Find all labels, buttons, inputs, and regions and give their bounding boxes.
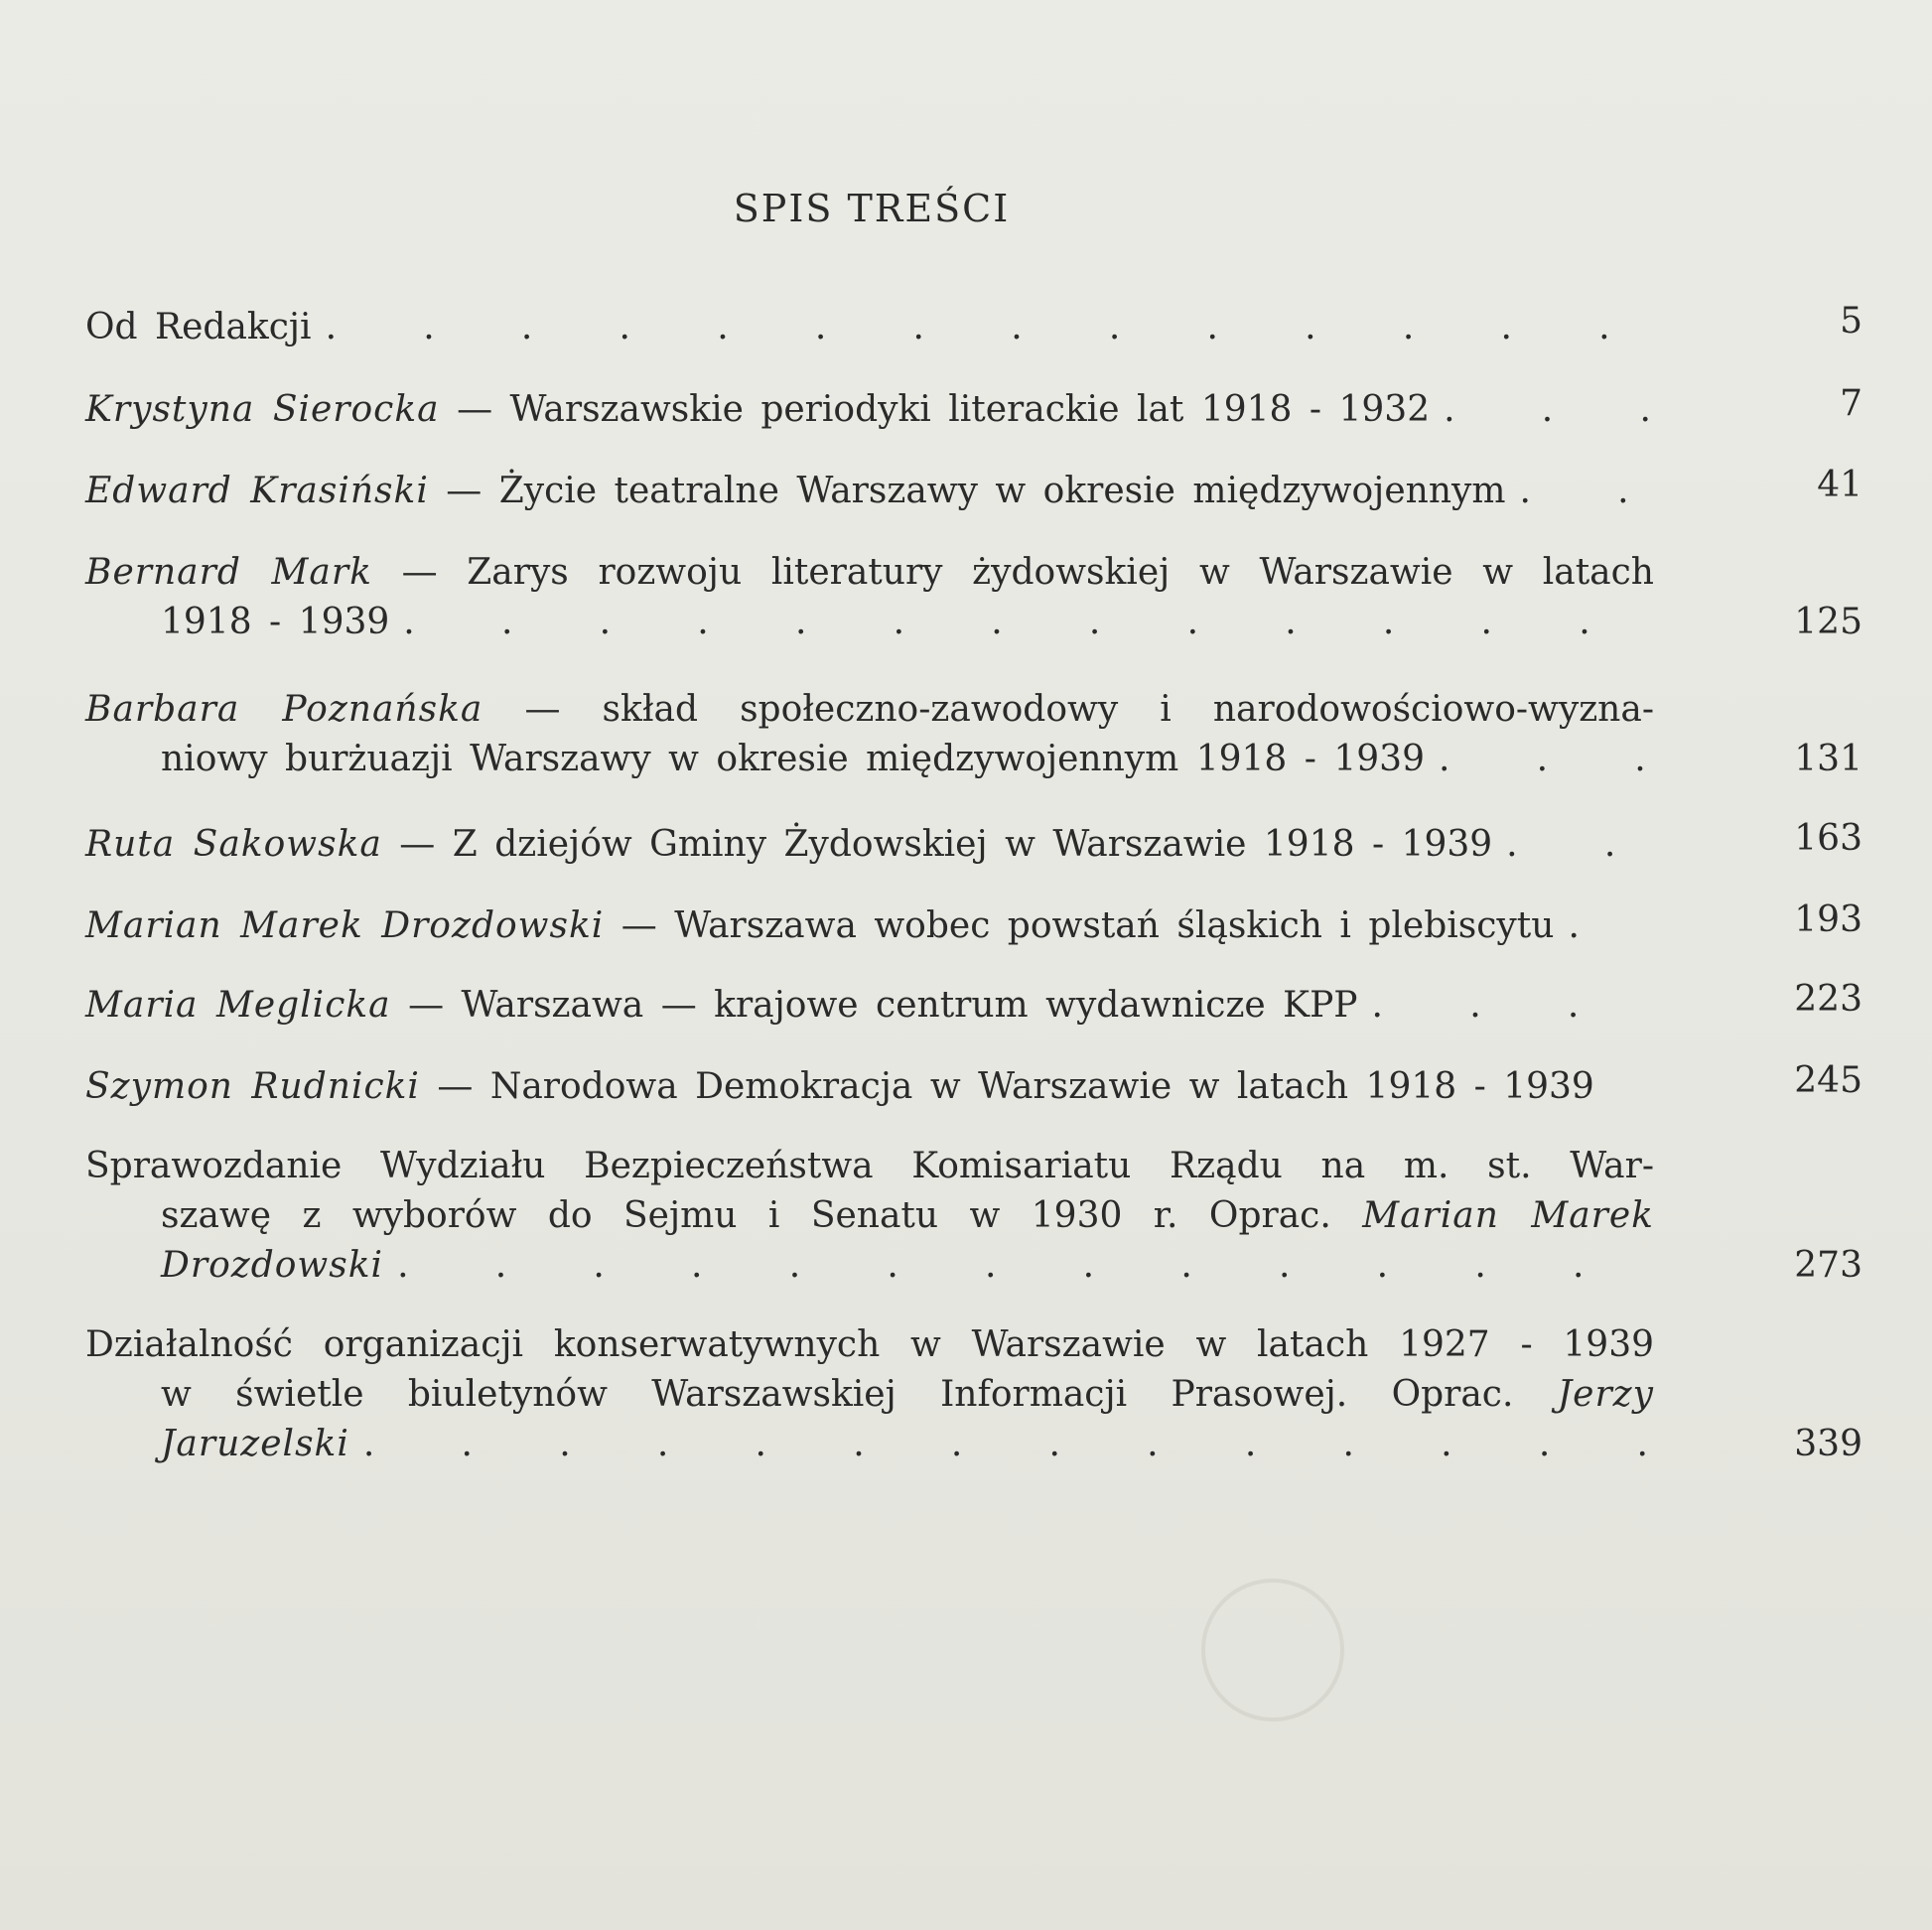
toc-entry-text: [85, 1320, 1654, 1370]
page-title: SPIS TREŚCI: [733, 187, 1011, 230]
toc-entry-text: [161, 1370, 1654, 1420]
toc-entry-title: — Narodowa Demokracja w Warszawie w latach 1918 - 1939: [437, 1066, 1594, 1107]
toc-entry-title: — Warszawskie periodyki literackie lat 1918 - 1932: [457, 389, 1431, 430]
toc-entry-text: [85, 685, 1654, 735]
toc-page-number: 41: [1817, 465, 1863, 505]
toc-entry-line: [85, 820, 1654, 870]
toc-entry-text: [85, 548, 1654, 598]
toc-entry-line: [85, 1420, 1654, 1469]
toc-entry-line: [85, 1062, 1654, 1112]
toc-entry-author: Bernard Mark: [85, 552, 372, 593]
toc-entry-editor: Jerzy: [1557, 1374, 1654, 1415]
toc-entry-line: [85, 548, 1654, 598]
toc-page-number: 5: [1840, 301, 1863, 342]
toc-entry-title: Od Redakcji: [85, 307, 312, 347]
toc-entry-text: [85, 385, 1430, 435]
toc-entry: [85, 303, 1872, 352]
toc-entry-title: — Zarys rozwoju literatury żydowskiej w Warszawie w latach: [401, 552, 1654, 593]
toc-page-number: 193: [1794, 899, 1863, 940]
toc-entry-title: niowy burżuazji Warszawy w okresie międzywojennym 1918 - 1939: [161, 739, 1425, 779]
toc-entry-line: [85, 1320, 1654, 1370]
toc-entry-line: [85, 598, 1654, 647]
dot-leader: [363, 1420, 1654, 1469]
toc-entry-text: [85, 1142, 1654, 1191]
toc-page-number: 339: [1794, 1424, 1863, 1464]
toc-entry: [85, 685, 1872, 784]
toc-page-number: 131: [1794, 739, 1863, 779]
toc-entry-text: [161, 1241, 383, 1291]
toc-entry-line: [85, 1370, 1654, 1420]
toc-page-number: 7: [1840, 383, 1863, 424]
toc-entry-line: [85, 685, 1654, 735]
toc-entry-author: Barbara Poznańska: [85, 689, 483, 730]
toc-entry-text: [85, 901, 1554, 951]
toc-entry-title: Sprawozdanie Wydziału Bezpieczeństwa Komisariatu Rządu na m. st. War-: [85, 1146, 1654, 1186]
toc-entry-editor: Marian Marek: [1362, 1195, 1654, 1236]
dot-leader: [326, 303, 1654, 352]
toc-entry: [85, 1142, 1872, 1291]
toc-entry-text: [85, 303, 312, 352]
toc-entry-title: — Warszawa wobec powstań śląskich i plebiscytu: [621, 905, 1555, 946]
toc-entry: [85, 385, 1872, 435]
toc-entry-title: Działalność organizacji konserwatywnych w Warszawie w latach 1927 - 1939: [85, 1324, 1654, 1365]
toc-entry-title: — Warszawa — krajowe centrum wydawnicze KPP: [408, 985, 1358, 1026]
toc-entry-line: [85, 303, 1654, 352]
toc-entry-text: [161, 598, 389, 647]
toc-entry-line: [85, 467, 1654, 516]
toc-page-number: 163: [1794, 818, 1863, 859]
toc-entry-text: [161, 1191, 1654, 1241]
toc-entry-text: [161, 735, 1425, 784]
dot-leader: [1568, 901, 1654, 951]
toc-page-number: 223: [1794, 979, 1863, 1020]
toc-entry-author: Szymon Rudnicki: [85, 1066, 420, 1107]
toc-entry-line: [85, 385, 1654, 435]
toc-entry-text: [85, 467, 1505, 516]
toc-page-number: 245: [1794, 1060, 1863, 1101]
dot-leader: [1439, 735, 1654, 784]
toc-entry-text: [85, 1062, 1594, 1112]
dot-leader: [1372, 981, 1654, 1031]
toc-entry-title: 1918 - 1939: [161, 602, 390, 642]
toc-entry-author: Maria Meglicka: [85, 985, 391, 1026]
toc-entry-line: [85, 901, 1654, 951]
dot-leader: [403, 598, 1654, 647]
toc-entry-line: [85, 1241, 1654, 1291]
toc-entry: [85, 1320, 1872, 1469]
dot-leader: [397, 1241, 1654, 1291]
stamp-shadow: [1201, 1579, 1344, 1722]
dot-leader: [1506, 820, 1654, 870]
toc-entry: [85, 901, 1872, 951]
toc-entry-line: [85, 1142, 1654, 1191]
toc-entry-title: — Z dziejów Gminy Żydowskiej w Warszawie 1918 - 1939: [399, 824, 1493, 865]
toc-entry-line: [85, 735, 1654, 784]
toc-entry: [85, 1062, 1872, 1112]
dot-leader: [1519, 467, 1654, 516]
toc-entry-author: Marian Marek Drozdowski: [85, 905, 605, 946]
toc-entry: [85, 548, 1872, 647]
toc-entry-line: [85, 981, 1654, 1031]
toc-entry-text: [85, 981, 1358, 1031]
dot-leader: [1444, 385, 1654, 435]
toc-entry-text: [85, 820, 1492, 870]
toc-entry-title: w świetle biuletynów Warszawskiej Informacji Prasowej. Oprac.: [161, 1374, 1514, 1415]
toc-entry-line: [85, 1191, 1654, 1241]
toc-entry-title: — Życie teatralne Warszawy w okresie międzywojennym: [446, 471, 1506, 511]
toc-entry-text: [161, 1420, 349, 1469]
toc-page-number: 273: [1794, 1245, 1863, 1286]
toc-page-number: 125: [1794, 602, 1863, 642]
toc-entry-author: Edward Krasiński: [85, 471, 429, 511]
toc-entry-author: Krystyna Sierocka: [85, 389, 440, 430]
toc-entry: [85, 981, 1872, 1031]
toc-entry-editor: Drozdowski: [161, 1245, 384, 1286]
toc-entry: [85, 820, 1872, 870]
toc-entry-editor: Jaruzelski: [161, 1424, 349, 1464]
toc-entry-author: Ruta Sakowska: [85, 824, 382, 865]
toc-entry-title: — skład społeczno-zawodowy i narodowościowo-wyzna-: [524, 689, 1654, 730]
toc-entry-title: szawę z wyborów do Sejmu i Senatu w 1930 r. Oprac.: [161, 1195, 1331, 1236]
toc-entry: [85, 467, 1872, 516]
